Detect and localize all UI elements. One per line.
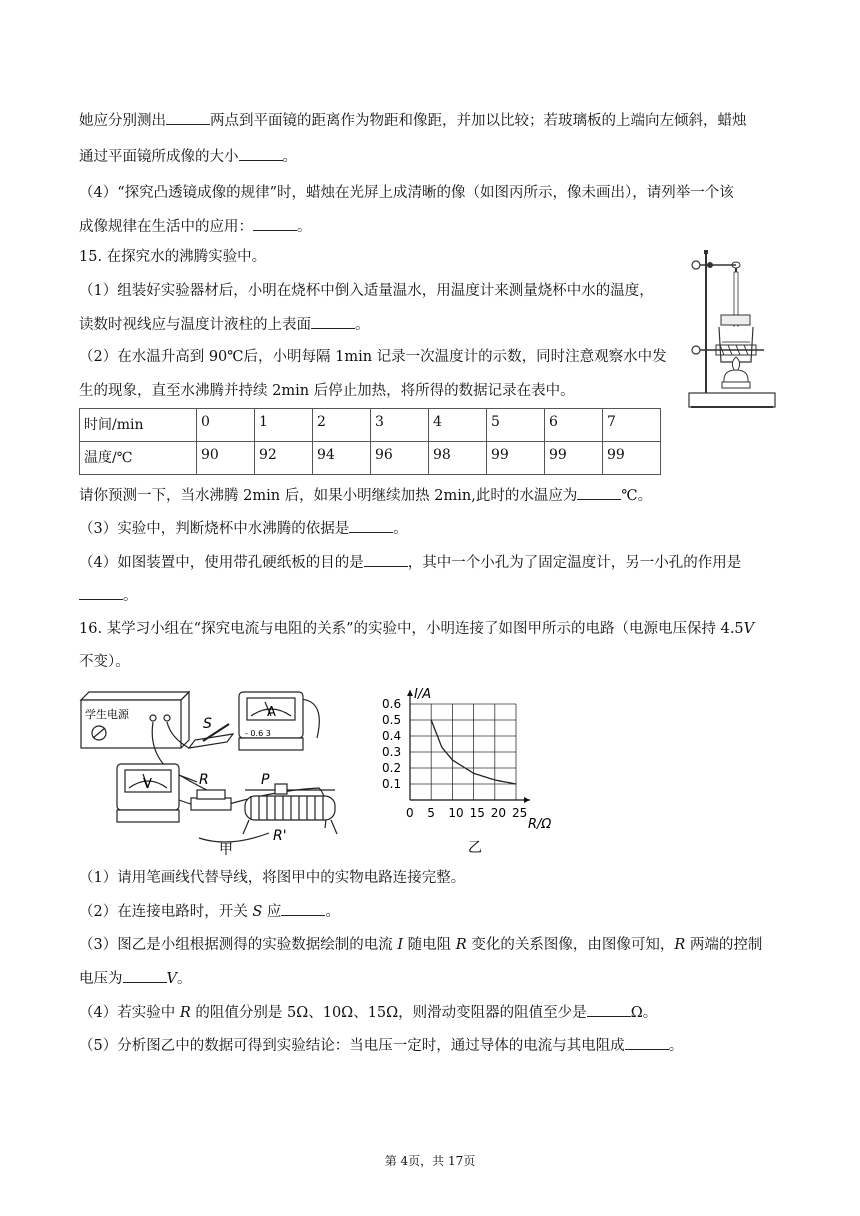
- table-cell: 温度/℃: [80, 442, 197, 475]
- current-resistance-chart: [376, 686, 566, 856]
- chart-x-tick-label: 0: [406, 806, 414, 820]
- chart-y-tick-label: 0.1: [382, 777, 402, 791]
- answer-blank: [166, 110, 210, 125]
- table-row: [80, 409, 661, 442]
- chart-y-tick-label: 0.4: [382, 729, 402, 743]
- answer-blank: [587, 1002, 631, 1017]
- text-line: 请你预测一下，当水沸腾 2min 后，如果小明继续加热 2min,此时的水温应为 ℃。: [79, 485, 652, 506]
- text-line: （2）在连接电路时，开关 S 应 。: [79, 901, 340, 922]
- text-line: （2）在水温升高到 90℃后，小明每隔 1min 记录一次温度计的示数，同时注意观察水中发: [79, 349, 667, 365]
- page-footer: 第 4页，共 17页: [384, 1154, 476, 1168]
- text-line: 。: [79, 585, 138, 606]
- chart-y-tick-label: 0.5: [382, 713, 402, 727]
- text-line: （4）若实验中 R 的阻值分别是 5Ω、10Ω、15Ω，则滑动变阻器的阻值至少是 Ω。: [79, 1002, 657, 1023]
- question-16-title: 16. 某学习小组在“探究电流与电阻的关系”的实验中，小明连接了如图甲所示的电路（电源电压保持 4.5V: [79, 621, 755, 637]
- table-cell: 7: [603, 409, 661, 442]
- table-cell: 4: [429, 409, 487, 442]
- table-cell: 99: [603, 442, 661, 475]
- answer-blank: [311, 314, 355, 329]
- ammeter-terminals: - 0.6 3: [245, 729, 271, 738]
- text-line: （4）如图装置中，使用带孔硬纸板的目的是 ，其中一个小孔为了固定温度计，另一小孔的作用是: [79, 552, 741, 573]
- chart-y-tick-label: 0.3: [382, 745, 402, 759]
- voltmeter-label: V: [143, 777, 152, 792]
- text-line: 通过平面镜所成像的大小 。: [79, 146, 297, 167]
- answer-blank: [349, 518, 393, 533]
- text-line: （5）分析图乙中的数据可得到实验结论：当电压一定时，通过导体的电流与其电阻成 。: [79, 1035, 683, 1056]
- chart-y-tick-label: 0.6: [382, 697, 402, 711]
- table-cell: 94: [313, 442, 371, 475]
- text-line: （3）实验中，判断烧杯中水沸腾的依据是 。: [79, 518, 408, 539]
- switch-label: S: [203, 716, 212, 732]
- circuit-figure: [79, 678, 339, 858]
- question-15-title: 15. 在探究水的沸腾实验中。: [79, 249, 267, 265]
- power-label: 学生电源: [85, 708, 129, 721]
- table-cell: 90: [197, 442, 255, 475]
- answer-blank: [123, 968, 167, 983]
- table-cell: 0: [197, 409, 255, 442]
- text-line: 不变）。: [79, 654, 130, 670]
- text-line: （4）“探究凸透镜成像的规律”时，蜡烛在光屏上成清晰的像（如图丙所示，像未画出），请列举一个该: [79, 185, 734, 201]
- figure-jia-caption: 甲: [219, 842, 233, 858]
- table-cell: 3: [371, 409, 429, 442]
- chart-caption: 乙: [468, 840, 482, 856]
- table-cell: 1: [255, 409, 313, 442]
- answer-blank: [364, 552, 408, 567]
- ammeter-label: A: [267, 705, 276, 720]
- text-line: （1）请用笔画线代替导线，将图甲中的实物电路连接完整。: [79, 870, 466, 886]
- answer-blank: [577, 485, 621, 500]
- chart-x-arrow: [524, 797, 530, 803]
- text-line: （3）图乙是小组根据测得的实验数据绘制的电流 I 随电阻 R 变化的关系图像，由图像可知，R 两端的控制: [79, 937, 763, 953]
- chart-x-tick-label: 10: [448, 806, 464, 820]
- chart-xlabel: R/Ω: [528, 817, 552, 832]
- table-cell: 96: [371, 442, 429, 475]
- answer-blank: [625, 1035, 669, 1050]
- answer-blank: [253, 216, 297, 231]
- table-cell: 98: [429, 442, 487, 475]
- text-line: （1）组装好实验器材后，小明在烧杯中倒入适量温水，用温度计来测量烧杯中水的温度，: [79, 283, 654, 299]
- table-cell: 99: [487, 442, 545, 475]
- temperature-table: [79, 408, 661, 475]
- table-cell: 2: [313, 409, 371, 442]
- slider-label: P: [261, 772, 270, 788]
- answer-blank: [281, 901, 325, 916]
- table-cell: 5: [487, 409, 545, 442]
- chart-x-tick-label: 5: [427, 806, 435, 820]
- chart-ylabel: I/A: [414, 687, 432, 702]
- chart-y-tick-label: 0.2: [382, 761, 402, 775]
- answer-blank: [239, 146, 283, 161]
- text-line: 读数时视线应与温度计液柱的上表面 。: [79, 314, 370, 335]
- chart-x-tick-label: 25: [512, 806, 528, 820]
- chart-x-tick-label: 15: [469, 806, 485, 820]
- resistor-label: R: [199, 772, 209, 788]
- table-row: [80, 442, 661, 475]
- table-cell: 时间/min: [80, 409, 197, 442]
- text-line: 她应分别测出 两点到平面镜的距离作为物距和像距，并加以比较；若玻璃板的上端向左倾斜，蜡烛: [79, 110, 747, 131]
- table-cell: 99: [545, 442, 603, 475]
- answer-blank: [79, 585, 123, 600]
- text-line: 电压为 V。: [79, 968, 191, 989]
- chart-x-tick-label: 20: [490, 806, 507, 820]
- chart-y-arrow: [407, 690, 413, 696]
- text-line: 生的现象，直至水沸腾并持续 2min 后停止加热，将所得的数据记录在表中。: [79, 383, 575, 399]
- rheostat-label: R': [273, 828, 287, 844]
- table-cell: 92: [255, 442, 313, 475]
- table-cell: 6: [545, 409, 603, 442]
- text-line: 成像规律在生活中的应用： 。: [79, 216, 312, 237]
- boiling-apparatus-figure: [686, 232, 786, 412]
